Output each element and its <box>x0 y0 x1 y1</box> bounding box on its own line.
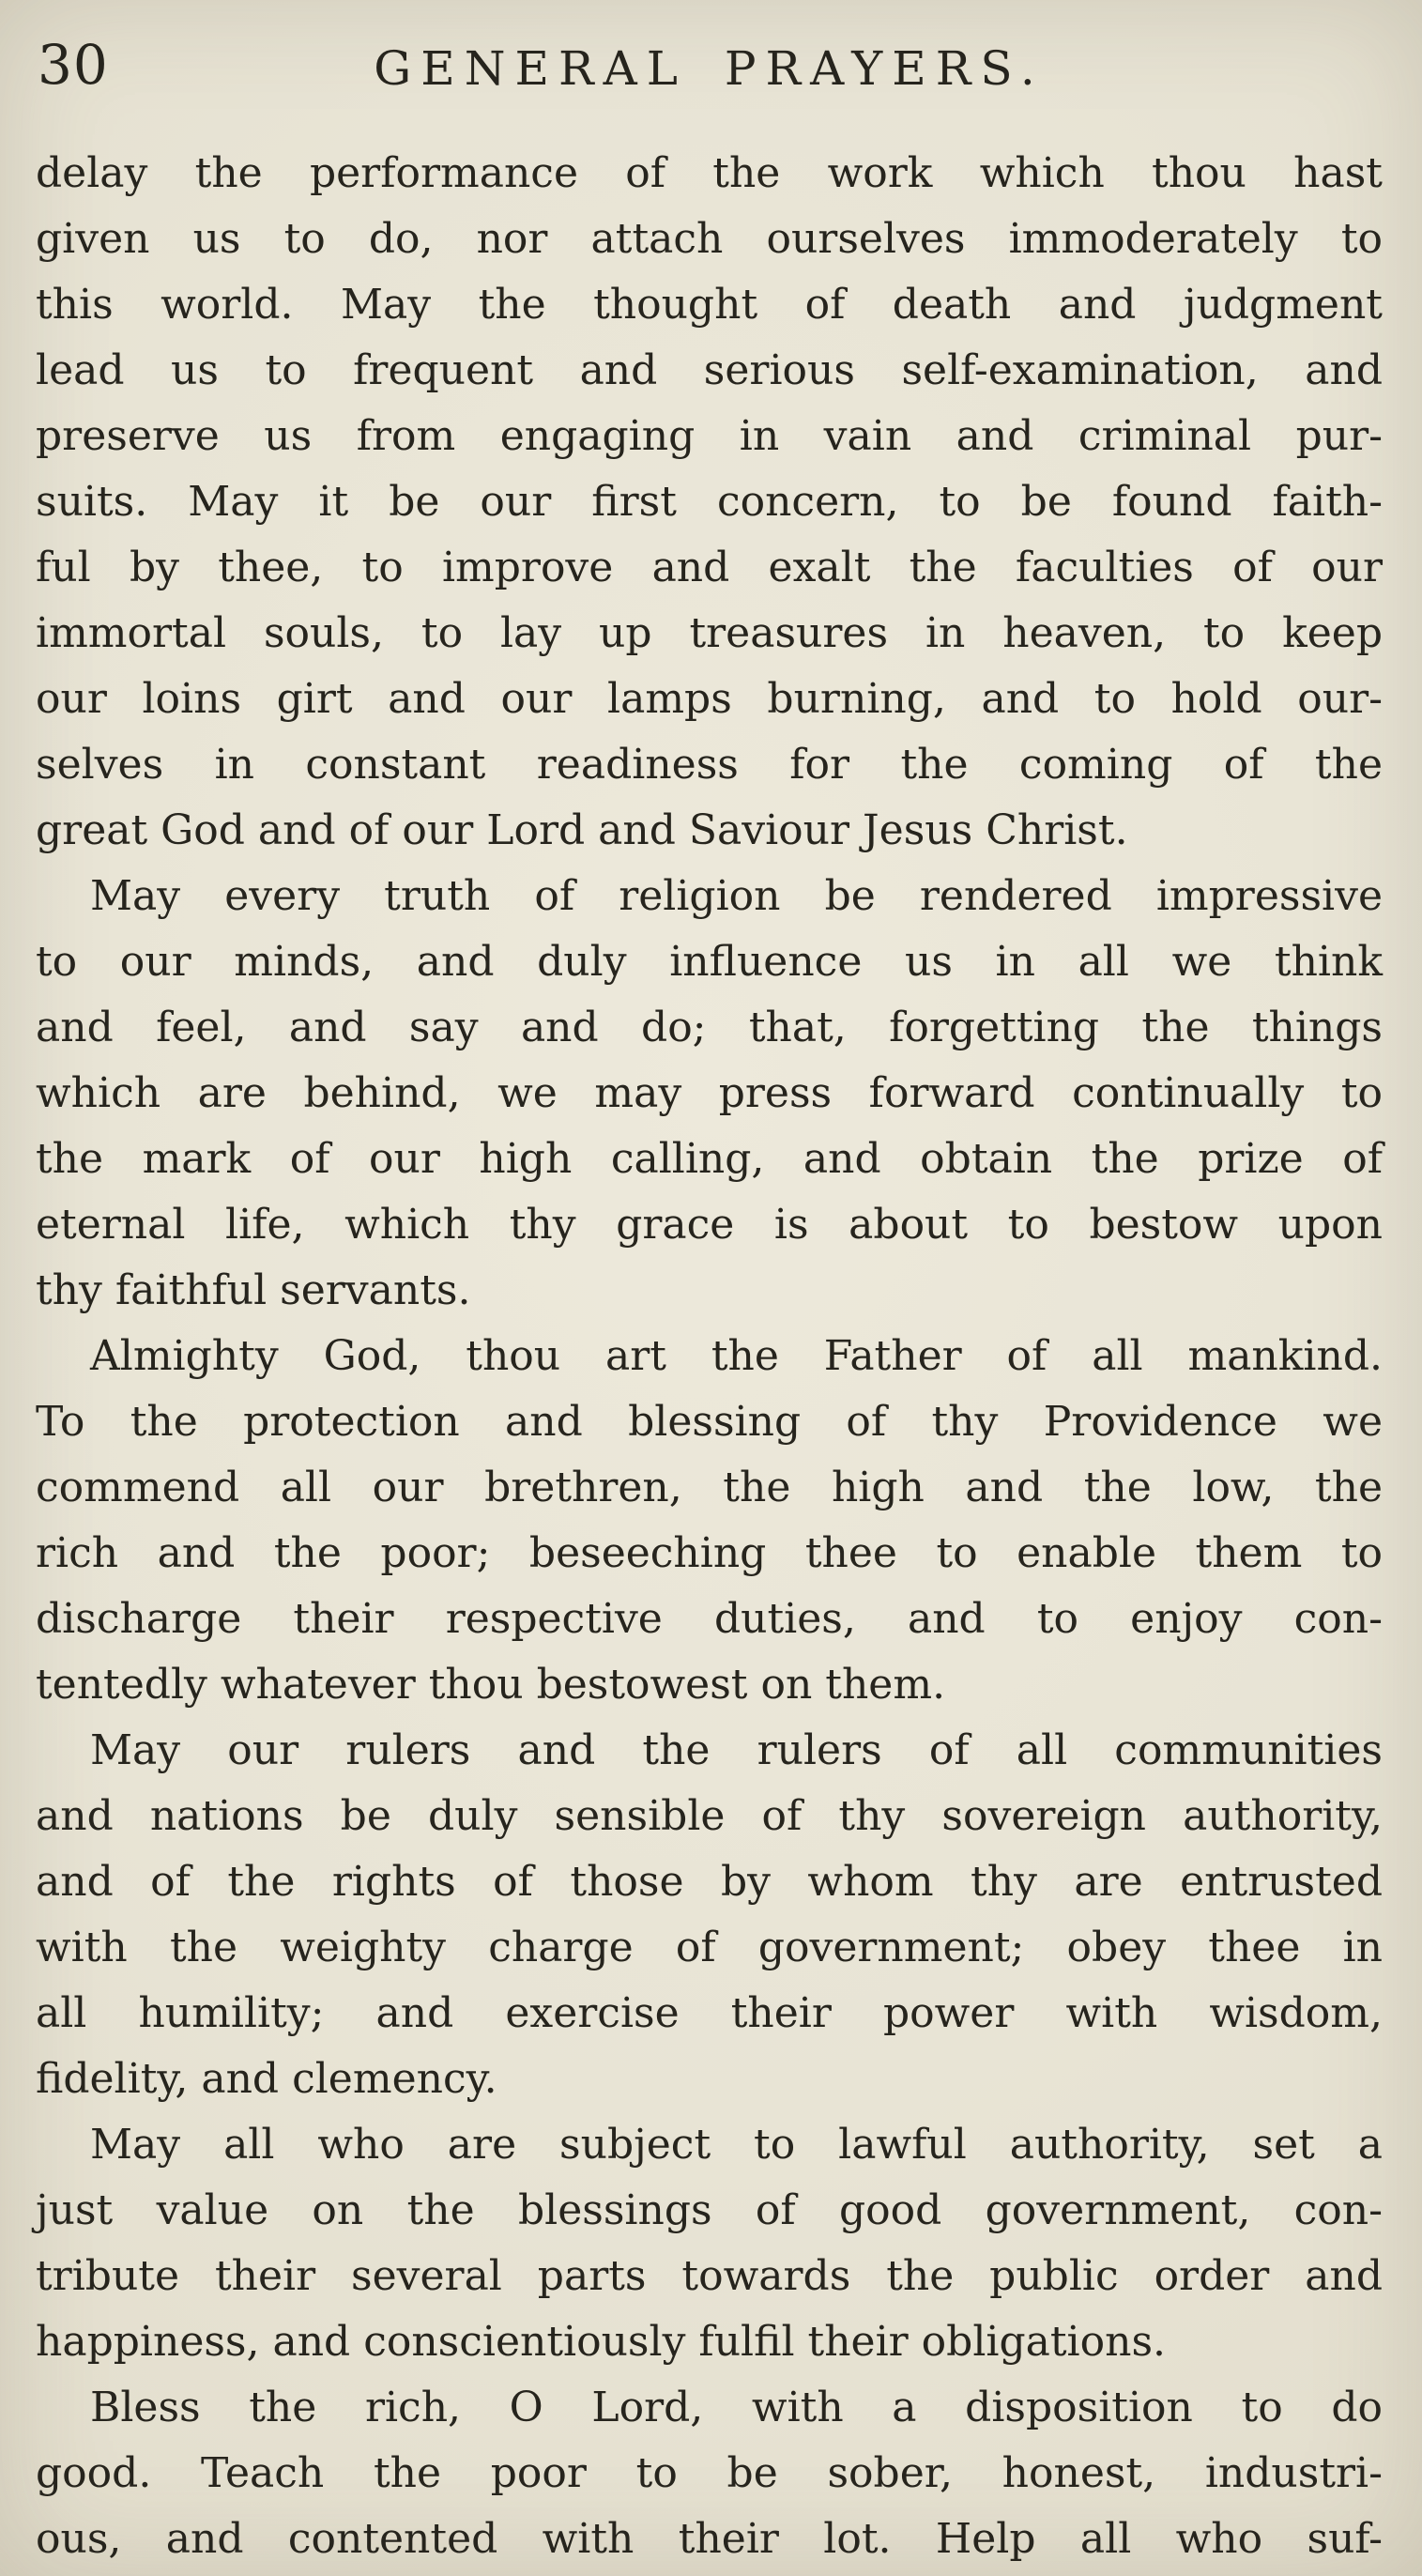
text-line: just value on the blessings of good government, con- <box>36 2186 1383 2234</box>
paragraph <box>36 2112 1383 2375</box>
text-line: suits. May it be our first concern, to be found faith- <box>36 478 1383 526</box>
text-line: and feel, and say and do; that, forgetting the things <box>36 1004 1383 1051</box>
text-line: selves in constant readiness for the coming of the <box>36 741 1383 789</box>
paragraph <box>36 2375 1383 2572</box>
paragraph <box>36 141 1383 864</box>
page-text <box>36 141 1383 2572</box>
text-line: Almighty God, thou art the Father of all mankind. <box>90 1332 1383 1380</box>
text-line: discharge their respective duties, and to enjoy con- <box>36 1595 1383 1643</box>
text-line: this world. May the thought of death and judgment <box>36 281 1383 329</box>
text-line: lead us to frequent and serious self-examination, and <box>36 346 1383 394</box>
text-line: fidelity, and clemency. <box>36 2055 497 2103</box>
paragraph <box>36 1718 1383 2112</box>
text-line: Bless the rich, O Lord, with a disposition to do <box>90 2384 1383 2431</box>
page-title: GENERAL PRAYERS. <box>374 41 1045 96</box>
text-line: ous, and contented with their lot. Help all who suf- <box>36 2515 1383 2563</box>
text-line: immortal souls, to lay up treasures in heaven, to keep <box>36 609 1383 657</box>
page-header <box>36 33 1383 118</box>
text-line: the mark of our high calling, and obtain the prize of <box>36 1135 1383 1183</box>
text-line: delay the performance of the work which thou hast <box>36 149 1383 197</box>
text-line: rich and the poor; beseeching thee to enable them to <box>36 1529 1383 1577</box>
text-line: thy faithful servants. <box>36 1266 471 1314</box>
text-line: and of the rights of those by whom thy are entrusted <box>36 1858 1383 1906</box>
text-line: tentedly whatever thou bestowest on them. <box>36 1661 946 1709</box>
text-line: and nations be duly sensible of thy sovereign authority, <box>36 1792 1383 1840</box>
paragraph <box>36 1324 1383 1718</box>
text-line: all humility; and exercise their power with wisdom, <box>36 1989 1383 2037</box>
text-line: to our minds, and duly influence us in all we think <box>36 938 1383 986</box>
text-line: eternal life, which thy grace is about to bestow upon <box>36 1201 1383 1249</box>
paragraph <box>36 864 1383 1324</box>
text-line: which are behind, we may press forward continually to <box>36 1069 1383 1117</box>
text-line: May all who are subject to lawful authority, set a <box>90 2121 1383 2169</box>
text-line: ful by thee, to improve and exalt the faculties of our <box>36 544 1383 591</box>
text-line: great God and of our Lord and Saviour Jesus Christ. <box>36 806 1128 854</box>
text-line: preserve us from engaging in vain and criminal pur- <box>36 412 1383 460</box>
page-number: 30 <box>38 33 109 97</box>
text-line: given us to do, nor attach ourselves immoderately to <box>36 215 1383 263</box>
text-line: good. Teach the poor to be sober, honest, industri- <box>36 2449 1383 2497</box>
text-line: our loins girt and our lamps burning, and to hold our- <box>36 675 1383 723</box>
text-line: May our rulers and the rulers of all communities <box>90 1726 1383 1774</box>
text-line: happiness, and conscientiously fulfil their obligations. <box>36 2318 1167 2366</box>
text-line: tribute their several parts towards the public order and <box>36 2252 1383 2300</box>
text-line: May every truth of religion be rendered impressive <box>90 872 1383 920</box>
text-line: To the protection and blessing of thy Providence we <box>36 1398 1383 1446</box>
text-line: with the weighty charge of government; obey thee in <box>36 1924 1383 1971</box>
text-line: commend all our brethren, the high and the low, the <box>36 1464 1383 1511</box>
